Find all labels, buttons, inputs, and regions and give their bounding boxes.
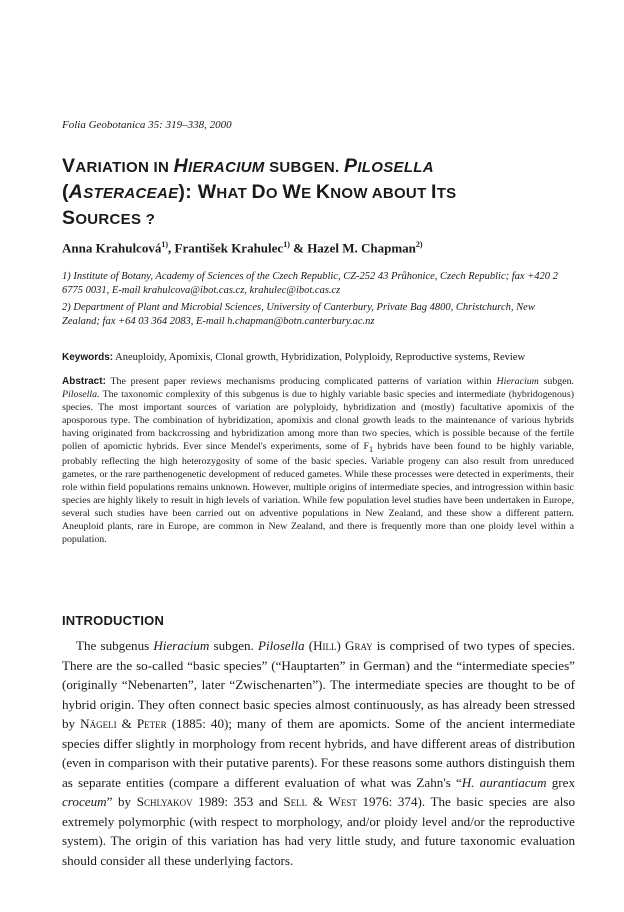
title-part: SUBGEN. <box>264 159 344 176</box>
affiliation-marker: 2) <box>415 240 423 249</box>
abstract-italic: Hieracium <box>496 376 539 387</box>
title-part: STERACEAE <box>83 185 179 202</box>
body-italic: H. aurantiacum <box>461 774 547 790</box>
affiliation-marker: 1) <box>161 240 168 249</box>
paper-title <box>62 154 572 232</box>
author-citation: Schlyakov <box>136 794 193 809</box>
title-part: H <box>173 155 189 177</box>
title-part: ( <box>62 181 69 203</box>
section-heading-introduction: INTRODUCTION <box>62 613 165 628</box>
body-italic: Pilosella <box>258 638 305 653</box>
abstract-text: subgen. <box>538 376 574 387</box>
keywords <box>62 351 572 364</box>
body-text: 1976: 374). The basic species are also extremely polymorphic (with respect to morphology, and/or ploidy level and/or the reproductive system). The origin of this variation has had very little study, and future taxonomic evaluation should consider all these underlying factors. <box>62 794 576 868</box>
author-list <box>62 240 423 256</box>
body-text: & <box>307 794 329 809</box>
author-citation: Nägeli <box>80 716 117 731</box>
title-part: E <box>301 185 316 202</box>
body-text: ” by <box>106 794 137 809</box>
body-text: & <box>116 716 137 731</box>
title-part: TS <box>436 185 457 202</box>
title-part: ILOSELLA <box>357 159 434 176</box>
body-italic: Hieracium <box>153 638 210 653</box>
title-part: NOW ABOUT <box>330 185 431 202</box>
body-text: ) <box>336 638 346 653</box>
affiliation-marker: 1) <box>283 240 290 249</box>
body-text: subgen. <box>209 638 258 653</box>
title-part: I <box>431 181 437 203</box>
journal-citation: Folia Geobotanica 35: 319–338, 2000 <box>62 119 232 131</box>
body-text: ( <box>304 638 314 653</box>
author-name: , František Krahulec <box>168 240 284 256</box>
author-name: & Hazel M. Chapman <box>289 240 416 256</box>
keywords-text: Aneuploidy, Apomixis, Clonal growth, Hybridization, Polyploidy, Reproductive systems, Review <box>113 352 526 363</box>
introduction-paragraph <box>62 636 575 870</box>
author-name: Anna Krahulcová <box>62 240 162 256</box>
title-part: K <box>315 181 331 203</box>
title-part: HAT <box>216 185 252 202</box>
body-text: The subgenus <box>76 638 154 653</box>
abstract <box>62 376 574 547</box>
title-part: A <box>68 181 84 203</box>
abstract-text: hybrids have been found to be highly variable, probably reflecting the high heterozygosity of some of the basic species. Variable progeny can also result from unreduced gametes, or the rare parthenogenetic development of reduced gametes. While these processes were detected in experiments, their role within field populations remains unknown. However, multiple origins of intermediate species, and introgression within basic species are highly likely to result in high levels of variation. While few population level studies have been undertaken in Europe, several such studies have been carried out on adventive populations in New Zealand, and these show a different pattern. Aneuploid plants, rare in Europe, are common in New Zealand, and there is frequently more than one ploidy level within a population. <box>62 440 575 545</box>
body-italic: croceum <box>62 794 107 809</box>
title-part: V <box>62 155 76 177</box>
abstract-italic: Pilosella. <box>62 388 100 400</box>
author-citation: Peter <box>136 716 167 731</box>
author-citation: Hill <box>313 638 337 653</box>
title-part: D <box>251 181 266 203</box>
title-part: S <box>62 207 76 229</box>
title-part: IERACIUM <box>188 159 265 176</box>
affiliation-1: 1) Institute of Botany, Academy of Sciences of the Czech Republic, CZ-252 43 Průhonice, Czech Republic; fax +420 2 6775 0031, E-mail krahulcova@ibot.cas.cz, krahulec@ibot.cas.cz <box>62 271 558 296</box>
title-part: W <box>282 181 302 203</box>
abstract-subscript: 1 <box>369 444 374 454</box>
title-part: ARIATION IN <box>75 159 174 176</box>
affiliation-2: 2) Department of Plant and Microbial Sciences, University of Canterbury, Private Bag 4800, Christchurch, New Zealand; fax +64 03 364 2083, E-mail h.chapman@botn.canterbury.ac.nz <box>62 302 535 327</box>
abstract-text: The taxonomic complexity of this subgenus is due to highly variable basic species and intermediate (hybridogenous) species. The most important sources of variation are polyploidy, hybridization and (mostly) facultative apomixis of the aposporous type. The combination of hybridization, apomixis and clonal growth leads to the maintenance of various hybrids having originated from backcrossing and hybridization among more than two species, which is possible because of the fertile pollen of apomictic hybrids. Ever since Mendel's experiments, some of F <box>62 388 574 452</box>
body-text: 1989: 353 and <box>192 794 284 809</box>
keywords-label: Keywords: <box>62 352 114 363</box>
title-part: OURCES ? <box>75 211 156 228</box>
body-text: (1885: 40); many of them are apomicts. Some of the ancient intermediate species differ slightly in morphology from recent hybrids, and have different areas of distribution (even in comparison with their putative parents). For these reasons some authors distinguish them as separate entities (compare a different evaluation of what was Zahn's “ <box>62 716 576 790</box>
author-citation: Gray <box>345 638 373 653</box>
abstract-text: The present paper reviews mechanisms producing complicated patterns of variation within <box>105 376 497 387</box>
author-citation: Sell <box>283 794 308 809</box>
title-part: ): W <box>178 181 217 203</box>
body-text: grex <box>546 774 575 790</box>
body-text: is comprised of two types of species. There are the so-called “basic species” (“Hauptarten” in German) and the “intermediate species” (originally “Nebenarten”, later “Zwischenarten”). The intermediate species are thought to be of hybrid origin. They often connect basic species almost continuously, as has already been stressed by <box>62 638 575 731</box>
abstract-label: Abstract: <box>62 376 106 387</box>
title-part: O <box>265 185 283 202</box>
title-part: P <box>344 155 358 177</box>
author-citation: West <box>328 794 357 809</box>
